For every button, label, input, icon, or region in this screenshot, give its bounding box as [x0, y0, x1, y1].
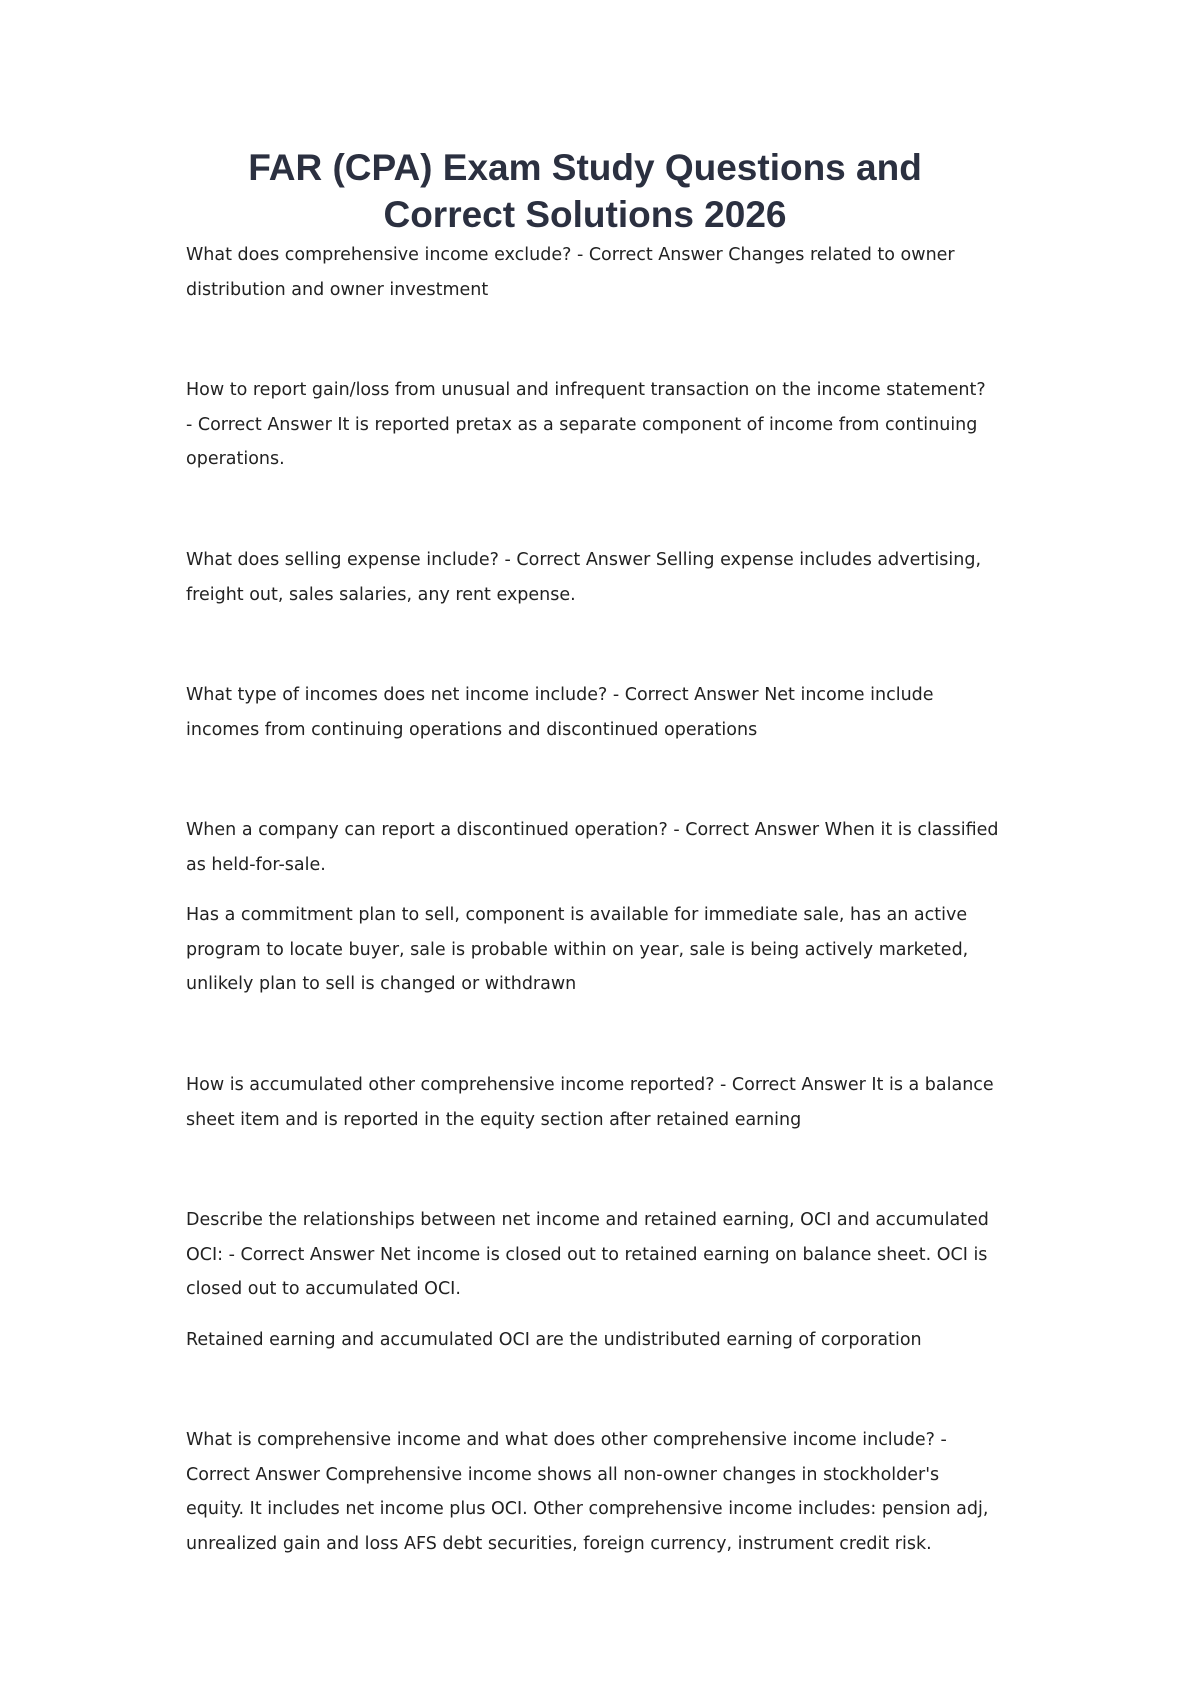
qa-line: operations. [186, 449, 285, 469]
qa-entry [186, 898, 1026, 1002]
qa-line: unlikely plan to sell is changed or withdrawn [186, 974, 577, 994]
qa-line: equity. It includes net income plus OCI. Other comprehensive income includes: pension adj, [186, 1499, 989, 1519]
qa-line: closed out to accumulated OCI. [186, 1279, 461, 1299]
qa-line: sheet item and is reported in the equity section after retained earning [186, 1109, 802, 1130]
qa-line: How to report gain/loss from unusual and infrequent transaction on the income statement? [186, 380, 986, 400]
qa-line: program to locate buyer, sale is probable within on year, sale is being actively marketed, [186, 939, 969, 960]
qa-line: unrealized gain and loss AFS debt securities, foreign currency, instrument credit risk. [186, 1533, 932, 1554]
qa-line: Has a commitment plan to sell, component is available for immediate sale, has an active [186, 905, 968, 925]
qa-entry [186, 238, 1026, 307]
qa-line: What does comprehensive income exclude? - Correct Answer Changes related to owner [186, 245, 955, 265]
qa-line: Correct Answer Comprehensive income shows all non-owner changes in stockholder's [186, 1464, 940, 1485]
qa-line: incomes from continuing operations and discontinued operations [186, 719, 758, 740]
qa-entry [186, 1203, 1026, 1307]
document-title-line: FAR (CPA) Exam Study Questions and [248, 147, 922, 188]
qa-entry [186, 1068, 1026, 1137]
qa-line: Retained earning and accumulated OCI are the undistributed earning of corporation [186, 1330, 922, 1350]
document-title [150, 144, 1020, 238]
qa-entry [186, 373, 1026, 477]
qa-line: distribution and owner investment [186, 279, 489, 300]
qa-line: - Correct Answer It is reported pretax as a separate component of income from continuing [186, 414, 978, 435]
qa-line: freight out, sales salaries, any rent expense. [186, 584, 576, 605]
qa-entry [186, 1423, 1026, 1561]
qa-line: What is comprehensive income and what does other comprehensive income include? - [186, 1430, 947, 1450]
qa-line: When a company can report a discontinued operation? - Correct Answer When it is classified [186, 820, 999, 840]
qa-line: What type of incomes does net income include? - Correct Answer Net income include [186, 685, 934, 705]
qa-line: as held-for-sale. [186, 854, 326, 875]
qa-line: OCI: - Correct Answer Net income is closed out to retained earning on balance sheet. OCI is [186, 1244, 988, 1265]
qa-entry [186, 543, 1026, 612]
qa-entry [186, 1323, 1026, 1358]
qa-entry [186, 813, 1026, 882]
qa-entry [186, 678, 1026, 747]
qa-line: Describe the relationships between net income and retained earning, OCI and accumulated [186, 1210, 989, 1230]
qa-line: How is accumulated other comprehensive income reported? - Correct Answer It is a balance [186, 1075, 994, 1095]
document-title-line: Correct Solutions 2026 [383, 194, 787, 235]
qa-line: What does selling expense include? - Correct Answer Selling expense includes advertising, [186, 550, 982, 570]
